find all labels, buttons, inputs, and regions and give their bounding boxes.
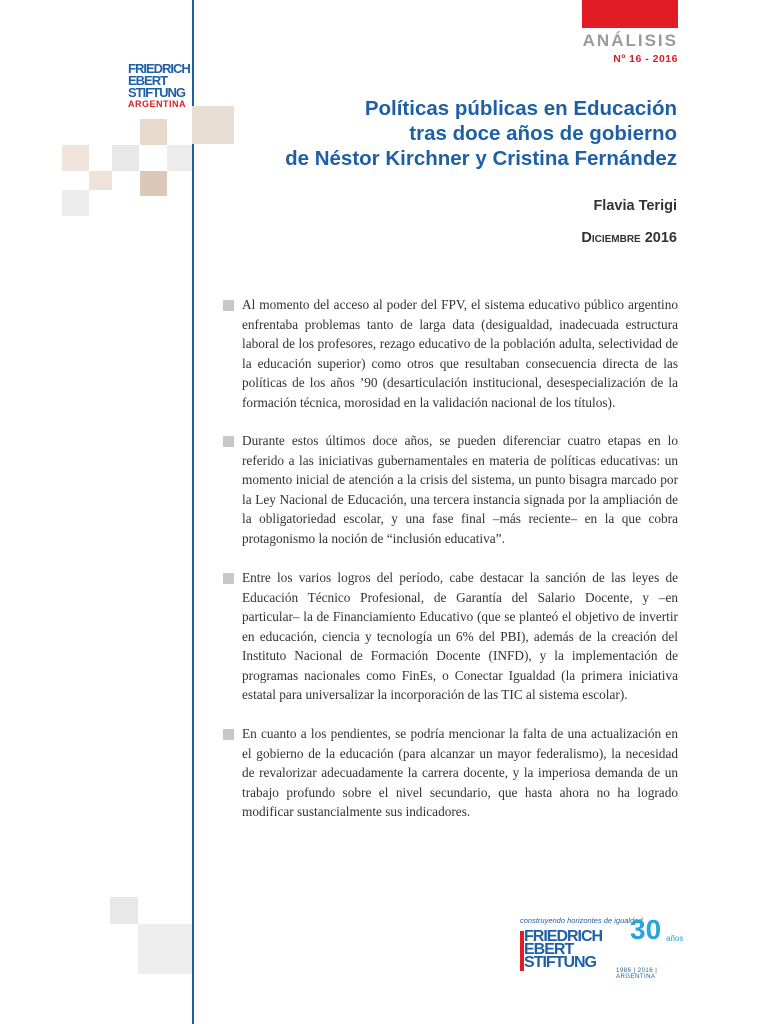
fes-logo [128, 63, 190, 109]
series-label: ANÁLISIS [582, 31, 678, 50]
page-divider-line [192, 0, 194, 1024]
author-name: Flavia Terigi [593, 198, 677, 214]
logo-line: STIFTUNG [128, 85, 185, 100]
summary-paragraph: Entre los varios logros del período, cabe destacar la sanción de las leyes de Educación Técnico Profesional, de Garantía del Salario Docente, y –en particular– la de Financiamiento Educativo (que se planteó el objetivo de invertir en educación, ciencia y tecnología un 6% del PBI), además de la creación del Instituto Nacional de Formación Docente (INFD), y la implementación de programas nacionales como FinEs, o Conectar Igualdad (la primera iniciativa estatal para universalizar la incorporación de las TIC al sistema escolar). [242, 570, 678, 702]
fes-30-years-logo [520, 914, 684, 980]
decor-square [140, 171, 167, 196]
decor-square [112, 145, 139, 171]
logo-line: FRIEDRICH [128, 61, 190, 76]
header-red-bar [582, 0, 678, 28]
publication-date: Diciembre 2016 [581, 230, 677, 246]
anniversary-number: 30 [630, 914, 662, 945]
decor-square [110, 897, 138, 924]
issue-number: Nº 16 - 2016 [613, 53, 678, 65]
decor-square [89, 171, 112, 190]
decor-square [140, 119, 167, 145]
logo-country: ARGENTINA [128, 99, 186, 109]
logo-years: 1986 | 2016 | ARGENTINA [616, 968, 658, 980]
decor-square [192, 106, 234, 144]
logo-name-line: STIFTUNG [524, 954, 596, 971]
logo-name-line: FRIEDRICH [524, 928, 603, 945]
paragraph-bullet [223, 436, 234, 447]
summary-paragraph: Al momento del acceso al poder del FPV, el sistema educativo público argentino enfrentaba problemas tanto de larga data (desigualdad, inadecuada estructura laboral de los profesores, rezago educativo de la población adulta, selectividad de la educación superior) como otros que resultaban consecuencia directa de las políticas de los años ’90 (desarticulación institucional, desespecialización de la formación técnica, morosidad en la validación nacional de los títulos). [242, 297, 678, 410]
title-line: Políticas públicas en Educación [364, 97, 677, 120]
decor-square [62, 190, 89, 216]
logo-line: EBERT [128, 73, 168, 88]
paragraph-bullet [223, 729, 234, 740]
decor-square [167, 145, 192, 171]
summary-paragraph: Durante estos últimos doce años, se pueden diferenciar cuatro etapas en lo referido a las iniciativas gubernamentales en materia de políticas educativas: un momento inicial de atención a la crisis del sistema, un punto bisagra marcado por la Ley Nacional de Educación, una tercera instancia signada por la ampliación de la obligatoriedad escolar, y una fase final –más reciente– en la que cobra protagonismo la noción de “inclusión educativa”. [242, 433, 678, 546]
logo-name-line: EBERT [524, 941, 574, 958]
logo-name [524, 930, 602, 969]
document-title [230, 96, 677, 171]
anniversary-unit: años [666, 934, 684, 943]
logo-tagline: construyendo horizontes de igualdad [520, 916, 643, 925]
decor-square [138, 924, 192, 974]
paragraph-bullet [223, 573, 234, 584]
decor-square [62, 145, 89, 171]
summary-paragraph: En cuanto a los pendientes, se podría mencionar la falta de una actualización en el gobierno de la educación (para alcanzar un mayor federalismo), la necesidad de revalorizar adecuadamente la carrera docente, y la imperiosa demanda de un trabajo profundo sobre el nivel secundario, que hasta ahora no ha logrado modificar sustancialmente sus indicadores. [242, 726, 678, 819]
title-line: tras doce años de gobierno [409, 122, 677, 145]
paragraph-bullet [223, 300, 234, 311]
title-line: de Néstor Kirchner y Cristina Fernández [285, 147, 677, 170]
